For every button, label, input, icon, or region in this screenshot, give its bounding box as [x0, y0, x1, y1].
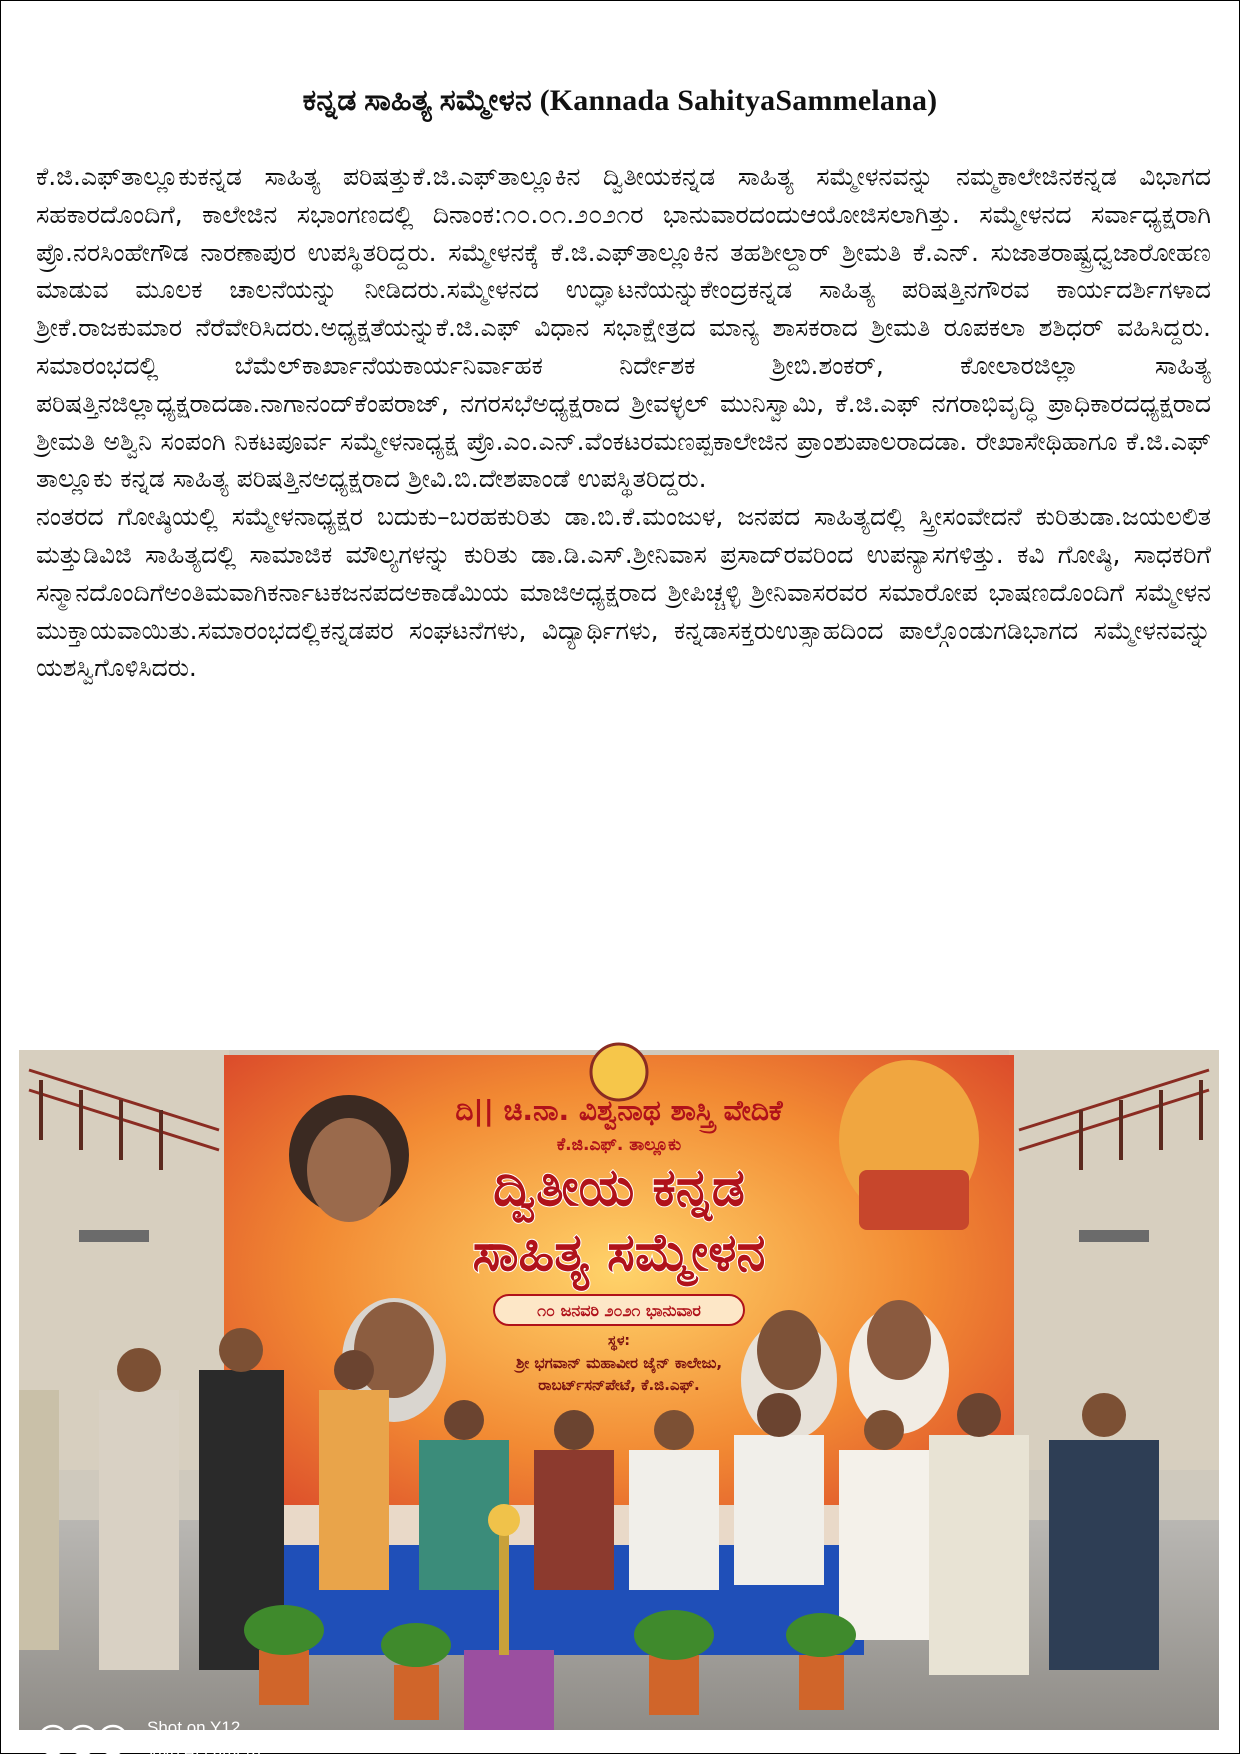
banner-line-4: ಸಾಹಿತ್ಯ ಸಮ್ಮೇಳನ	[472, 1223, 766, 1283]
banner-line-3: ದ್ವಿತೀಯ ಕನ್ನಡ	[493, 1158, 745, 1218]
emblem-icon	[591, 1044, 647, 1100]
banner-date: ೧೦ ಜನವರಿ ೨೦೨೧ ಭಾನುವಾರ	[537, 1301, 701, 1320]
watermark-line-1: Shot on Y12	[147, 1718, 241, 1737]
banner-line-2: ಕೆ.ಜಿ.ಎಫ್. ತಾಲ್ಲೂಕು	[556, 1135, 682, 1155]
chariot-illustration	[839, 1060, 979, 1230]
paragraph-1: ಕೆ.ಜಿ.ಎಫ್‌ತಾಲ್ಲೂಕುಕನ್ನಡ ಸಾಹಿತ್ಯ ಪರಿಷತ್ತುಕೆ.ಜಿ.ಎಫ್‌ತಾಲ್ಲೂಕಿನ ದ್ವಿತೀಯಕನ್ನಡ ಸಾಹಿತ್ಯ ಸಮ್ಮೇಳನವನ್ನು ನಮ್ಮಕಾಲೇಜಿನಕನ್ನಡ ವಿಭಾಗದ ಸಹಕಾರದೊಂದಿಗೆ, ಕಾಲೇಜಿನ ಸಭಾಂಗಣದಲ್ಲಿ ದಿನಾಂಕ:೧೦.೦೧.೨೦೨೧ರ ಭಾನುವಾರದಂದುಆಯೋಜಿಸಲಾಗಿತ್ತು. ಸಮ್ಮೇಳನದ ಸರ್ವಾಧ್ಯಕ್ಷರಾಗಿ ಪ್ರೊ.ನರಸಿಂಹೇಗೌಡ ನಾರಣಾಪುರ ಉಪಸ್ಥಿತರಿದ್ದರು. ಸಮ್ಮೇಳನಕ್ಕೆ ಕೆ.ಜಿ.ಎಫ್‌ತಾಲ್ಲೂಕಿನ ತಹಶೀಲ್ದಾರ್ ಶ್ರೀಮತಿ ಕೆ.ಎನ್. ಸುಜಾತರಾಷ್ಟ್ರಧ್ವಜಾರೋಹಣ ಮಾಡುವ ಮೂಲಕ ಚಾಲನೆಯನ್ನು ನೀಡಿದರು.ಸಮ್ಮೇಳನದ ಉದ್ಘಾಟನೆಯನ್ನುಕೇಂದ್ರಕನ್ನಡ ಸಾಹಿತ್ಯ ಪರಿಷತ್ತಿನಗೌರವ ಕಾರ್ಯದರ್ಶಿಗಳಾದ ಶ್ರೀಕೆ.ರಾಜಕುಮಾರ ನೆರೆವೇರಿಸಿದರು.ಅಧ್ಯಕ್ಷತೆಯನ್ನುಕೆ.ಜಿ.ಎಫ್ ವಿಧಾನ ಸಭಾಕ್ಷೇತ್ರದ ಮಾನ್ಯ ಶಾಸಕರಾದ ಶ್ರೀಮತಿ ರೂಪಕಲಾ ಶಶಿಧರ್ ವಹಿಸಿದ್ದರು. ಸಮಾರಂಭದಲ್ಲಿ ಬೆಮೆಲ್‌ಕಾರ್ಖಾನೆಯಕಾರ್ಯನಿರ್ವಾಹಕ ನಿರ್ದೇಶಕ ಶ್ರೀಬಿ.ಶಂಕರ್, ಕೋಲಾರಜಿಲ್ಲಾ ಸಾಹಿತ್ಯ ಪರಿಷತ್ತಿನಜಿಲ್ಲಾಧ್ಯಕ್ಷರಾದಡಾ.ನಾಗಾನಂದ್‌ಕೆಂಪರಾಜ್, ನಗರಸಭೆಅಧ್ಯಕ್ಷರಾದ ಶ್ರೀವಳ್ಳಲ್ ಮುನಿಸ್ವಾಮಿ, ಕೆ.ಜಿ.ಎಫ್ ನಗರಾಭಿವೃದ್ಧಿ ಪ್ರಾಧಿಕಾರದಧ್ಯಕ್ಷರಾದ ಶ್ರೀಮತಿ ಅಶ್ವಿನಿ ಸಂಪಂಗಿ ನಿಕಟಪೂರ್ವ ಸಮ್ಮೇಳನಾಧ್ಯಕ್ಷ ಪ್ರೊ.ಎಂ.ಎನ್.ವೆಂಕಟರಮಣಪ್ಪಕಾಲೇಜಿನ ಪ್ರಾಂಶುಪಾಲರಾದಡಾ. ರೇಖಾಸೇಥಿಹಾಗೂ ಕೆ.ಜಿ.ಎಫ್ ತಾಲ್ಲೂಕು ಕನ್ನಡ ಸಾಹಿತ್ಯ ಪರಿಷತ್ತಿನಅಧ್ಯಕ್ಷರಾದ ಶ್ರೀವಿ.ಬಿ.ದೇಶಪಾಂಡೆ ಉಪಸ್ಥಿತರಿದ್ದರು.	[36, 162, 1211, 494]
banner-venue-line-2: ರಾಬರ್ಟ್‌ಸನ್‌ಪೇಟೆ, ಕೆ.ಜಿ.ಎಫ್.	[538, 1376, 700, 1394]
watermark-line-2: Vivo AI camera	[147, 1742, 262, 1761]
paragraph-2: ನಂತರದ ಗೋಷ್ಠಿಯಲ್ಲಿ ಸಮ್ಮೇಳನಾಧ್ಯಕ್ಷರ ಬದುಕು–ಬರಹಕುರಿತು ಡಾ.ಬಿ.ಕೆ.ಮಂಜುಳ, ಜನಪದ ಸಾಹಿತ್ಯದಲ್ಲಿ ಸ್ತ್ರೀಸಂವೇದನೆ ಕುರಿತುಡಾ.ಜಯಲಲಿತ ಮತ್ತುಡಿವಿಜಿ ಸಾಹಿತ್ಯದಲ್ಲಿ ಸಾಮಾಜಿಕ ಮೌಲ್ಯಗಳನ್ನು ಕುರಿತು ಡಾ.ಡಿ.ಎಸ್.ಶ್ರೀನಿವಾಸ ಪ್ರಸಾದ್‌ರವರಿಂದ ಉಪನ್ಯಾಸಗಳಿತ್ತು. ಕವಿ ಗೋಷ್ಠಿ, ಸಾಧಕರಿಗೆ ಸನ್ಮಾನದೊಂದಿಗೆಅಂತಿಮವಾಗಿಕರ್ನಾಟಕಜನಪದಅಕಾಡೆಮಿಯ ಮಾಜಿಅಧ್ಯಕ್ಷರಾದ ಶ್ರೀಪಿಚ್ಚಳ್ಳಿ ಶ್ರೀನಿವಾಸರವರ ಸಮಾರೋಪ ಭಾಷಣದೊಂದಿಗೆ ಸಮ್ಮೇಳನ ಮುಕ್ತಾಯವಾಯಿತು.ಸಮಾರಂಭದಲ್ಲಿಕನ್ನಡಪರ ಸಂಘಟನೆಗಳು, ವಿದ್ಯಾರ್ಥಿಗಳು, ಕನ್ನಡಾಸಕ್ತರುಉತ್ಸಾಹದಿಂದ ಪಾಲ್ಗೊಂಡುಗಡಿಭಾಗದ ಸಮ್ಮೇಳನವನ್ನು ಯಶಸ್ವಿಗೊಳಿಸಿದರು.	[36, 502, 1211, 683]
banner-line-1: ದಿ|| ಚಿ.ನಾ. ವಿಶ್ವನಾಥ ಶಾಸ್ತ್ರಿ ವೇದಿಕೆ	[455, 1094, 783, 1127]
banner-venue-label: ಸ್ಥಳ:	[607, 1333, 631, 1349]
banner-venue-line-1: ಶ್ರೀ ಭಗವಾನ್ ಮಹಾವೀರ ಜೈನ್ ಕಾಲೇಜು,	[515, 1354, 723, 1372]
camera-watermark-icon	[37, 1724, 129, 1756]
event-photo	[19, 1050, 1219, 1761]
document-title: ಕನ್ನಡ ಸಾಹಿತ್ಯ ಸಮ್ಮೇಳನ (Kannada SahityaSammelana)	[302, 84, 938, 117]
document-body	[36, 158, 1211, 687]
